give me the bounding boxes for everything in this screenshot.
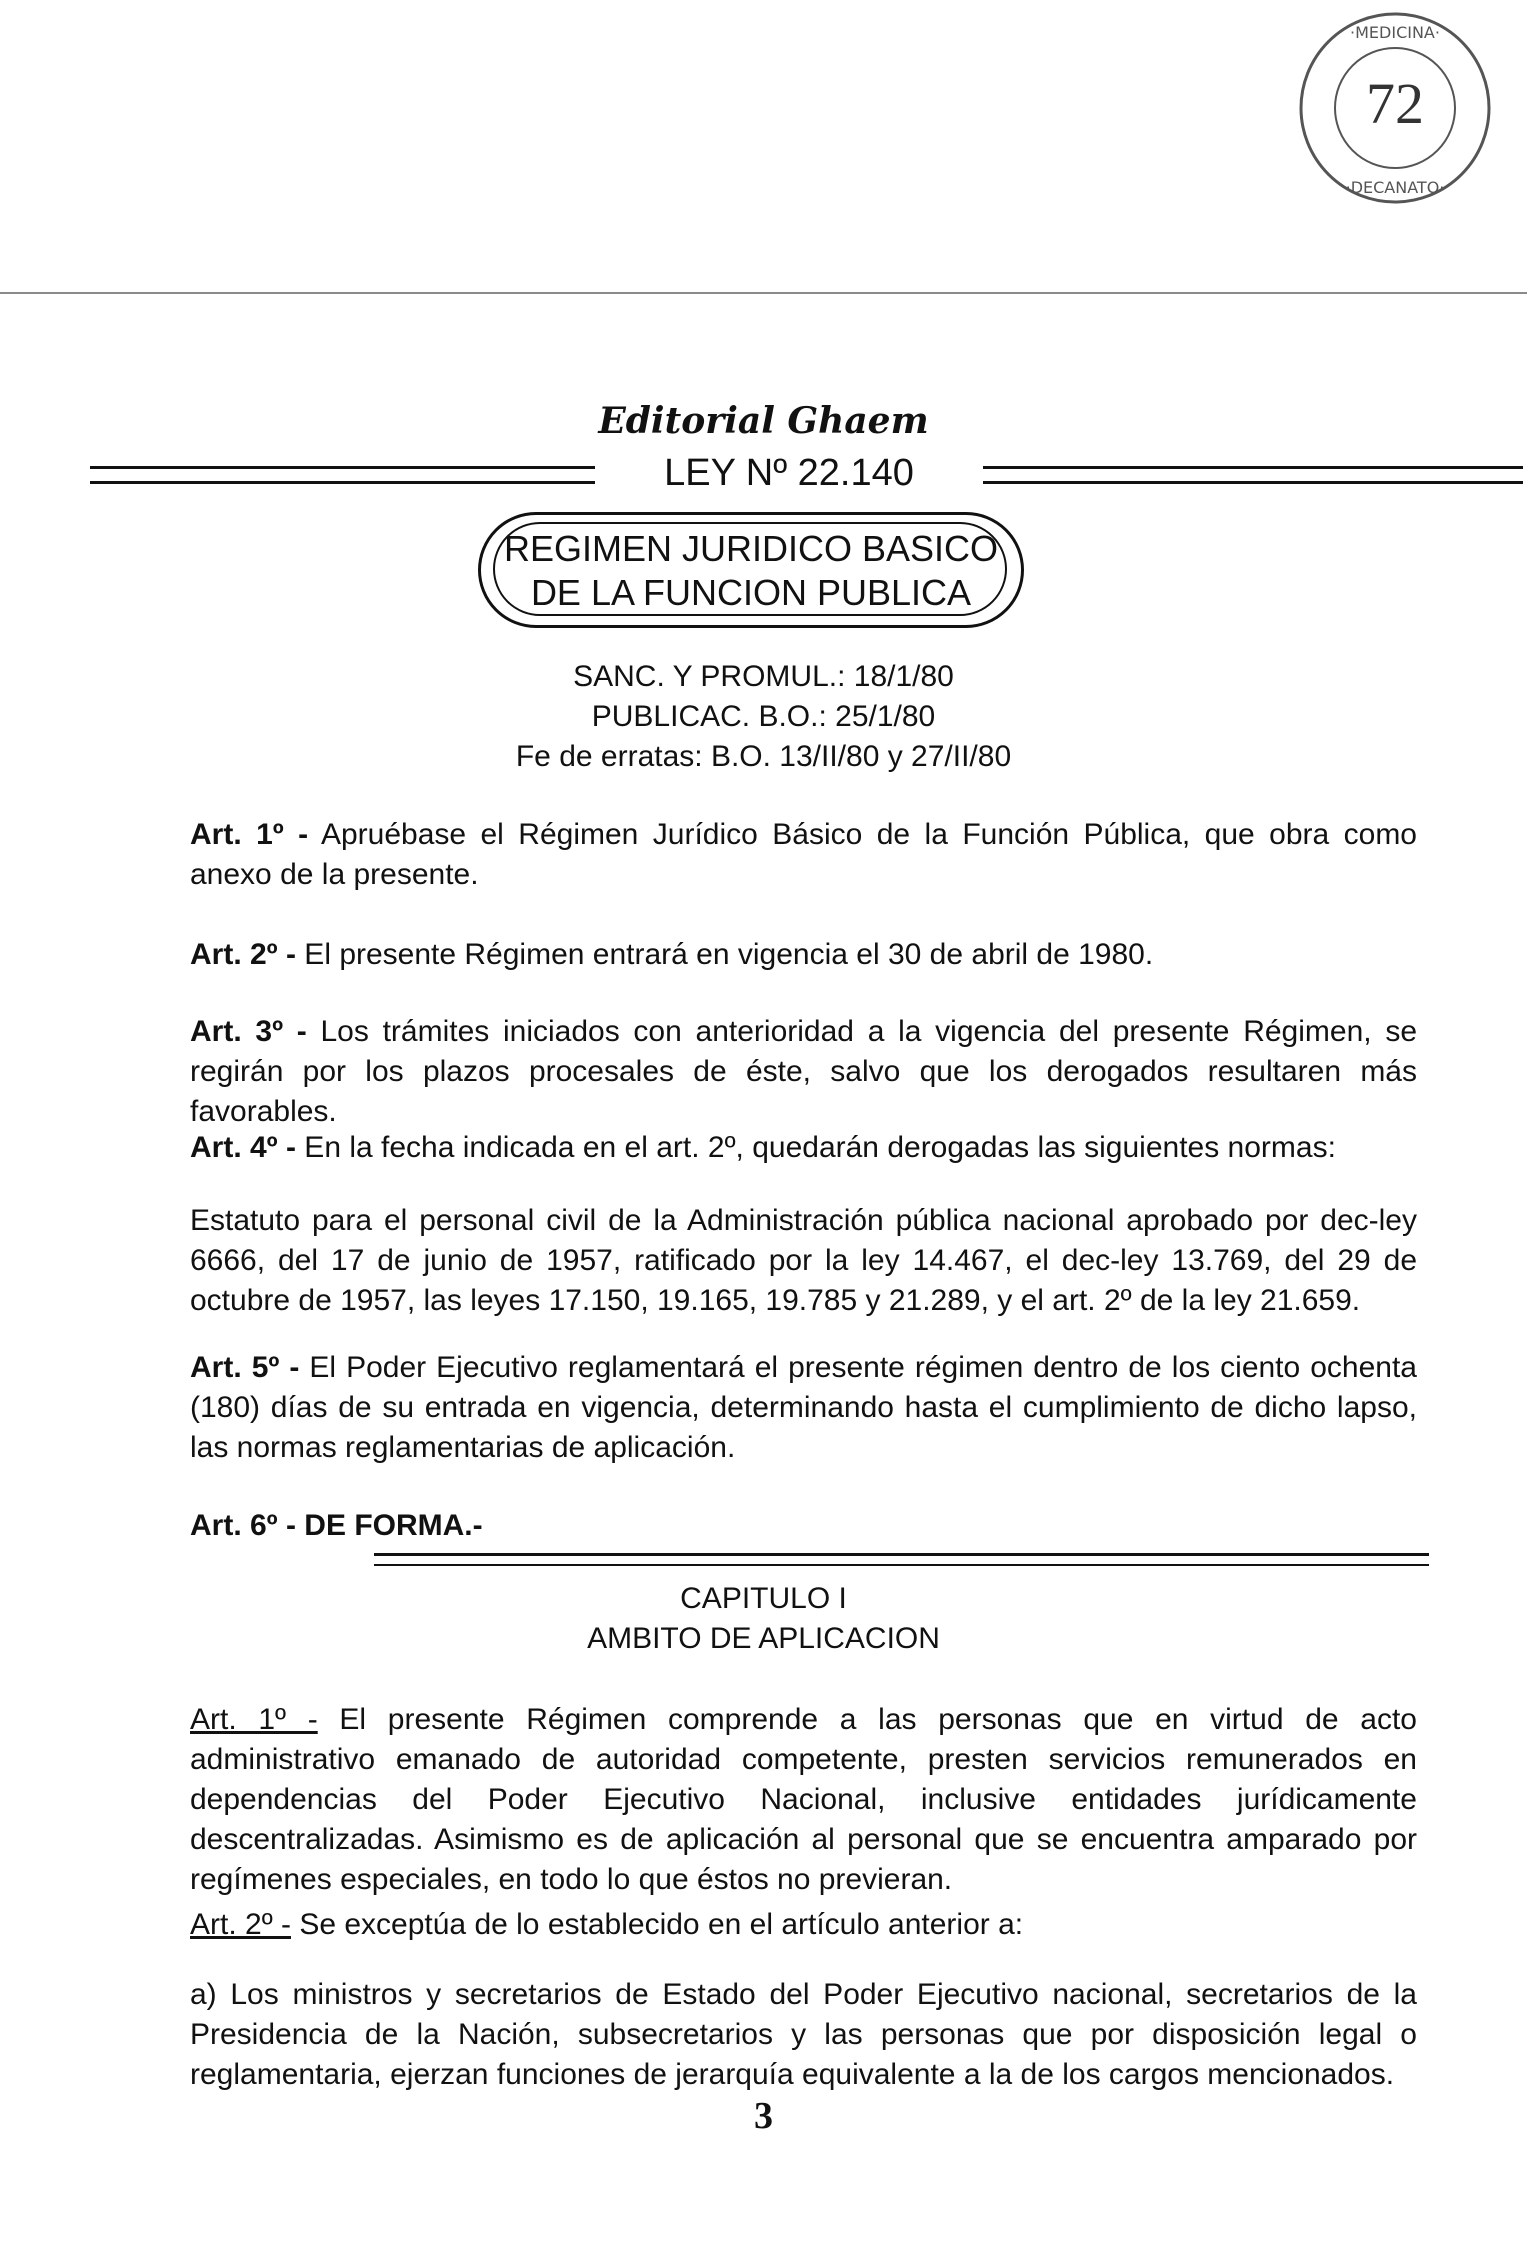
article-label: Art. 3º - <box>190 1015 307 1048</box>
article-text: En la fecha indicada en el art. 2º, quedarán derogadas las siguientes normas: <box>295 1131 1336 1164</box>
law-article-2 <box>190 935 1417 975</box>
article-text: Apruébase el Régimen Jurídico Básico de la Función Pública, que obra como anexo de la presente. <box>190 818 1417 891</box>
law-article-4 <box>190 1128 1417 1168</box>
article-text: Los trámites iniciados con anterioridad a la vigencia del presente Régimen, se regirán por los plazos procesales de éste, salvo que los derogados resultaren más favorables. <box>190 1015 1418 1128</box>
article-label: Art. 4º - <box>190 1131 296 1164</box>
exception-item-a <box>190 1975 1417 2095</box>
page-number: 3 <box>754 2095 773 2137</box>
title-rule-left <box>90 466 595 484</box>
regime-title-line1: REGIMEN JURIDICO BASICO <box>503 528 999 569</box>
repealed-norms <box>190 1201 1417 1321</box>
svg-text:·MEDICINA·: ·MEDICINA· <box>1350 23 1440 42</box>
top-divider <box>0 292 1527 294</box>
law-article-6 <box>190 1506 1417 1546</box>
publication-date: PUBLICAC. B.O.: 25/1/80 <box>591 700 936 733</box>
article-label: Art. 6º - <box>190 1509 296 1542</box>
article-label: Art. 1º - <box>190 1703 318 1736</box>
article-label: Art. 1º - <box>190 818 309 851</box>
errata: Fe de erratas: B.O. 13/II/80 y 27/II/80 <box>515 740 1012 773</box>
stamp-number: 72 <box>1366 71 1424 136</box>
article-text: El presente Régimen entrará en vigencia el 30 de abril de 1980. <box>295 938 1154 971</box>
article-label: Art. 2º - <box>190 938 296 971</box>
chapter-title: CAPITULO I <box>680 1582 847 1615</box>
law-title-row <box>90 452 1430 498</box>
article-text: El Poder Ejecutivo reglamentará el presente régimen dentro de los ciento ochenta (180) días de su entrada en vigencia, determinando hasta el cumplimiento de dicho lapso, las normas reglamentarias de aplicación. <box>190 1351 1417 1464</box>
section-divider <box>374 1553 1429 1566</box>
law-title: LEY Nº 22.140 <box>664 452 914 494</box>
article-label: Art. 2º - <box>190 1908 291 1941</box>
annex-article-1 <box>190 1700 1417 1900</box>
article-text: DE FORMA.- <box>295 1509 483 1542</box>
law-article-1 <box>190 815 1417 895</box>
svg-text:·DECANATO·: ·DECANATO· <box>1345 178 1445 197</box>
sanction-date: SANC. Y PROMUL.: 18/1/80 <box>573 660 954 693</box>
title-rule-right <box>983 466 1523 484</box>
article-text: a) Los ministros y secretarios de Estado del Poder Ejecutivo nacional, secretarios de la Presidencia de la Nación, subsecretarios y las personas que por disposición legal o reglamentaria, ejerzan funciones de jerarquía equivalente a la de los cargos mencionados. <box>190 1978 1417 2091</box>
article-text: El presente Régimen comprende a las personas que en virtud de acto administrativo emanado de autoridad competente, presten servicios remunerados en dependencias del Poder Ejecutivo Nacional, inclusive entidades jurídicamente descentralizadas. Asimismo es de aplicación al personal que se encuentra amparado por regímenes especiales, en todo lo que éstos no previeran. <box>190 1703 1417 1896</box>
article-text: Estatuto para el personal civil de la Administración pública nacional aprobado por dec-ley 6666, del 17 de junio de 1957, ratificado por la ley 14.467, el dec-ley 13.769, del 29 de octubre de 1957, las leyes 17.150, 19.165, 19.785 y 21.289, y el art. 2º de la ley 21.659. <box>190 1204 1417 1317</box>
article-text: Se exceptúa de lo establecido en el artículo anterior a: <box>290 1908 1024 1941</box>
regime-title-line2: DE LA FUNCION PUBLICA <box>530 572 972 613</box>
article-label: Art. 5º - <box>190 1351 300 1384</box>
publisher-logo: Editorial Ghaem <box>598 400 929 442</box>
law-article-3 <box>190 1012 1417 1132</box>
law-article-5 <box>190 1348 1417 1468</box>
annex-article-2 <box>190 1905 1417 1945</box>
chapter-subtitle: AMBITO DE APLICACION <box>587 1622 940 1655</box>
